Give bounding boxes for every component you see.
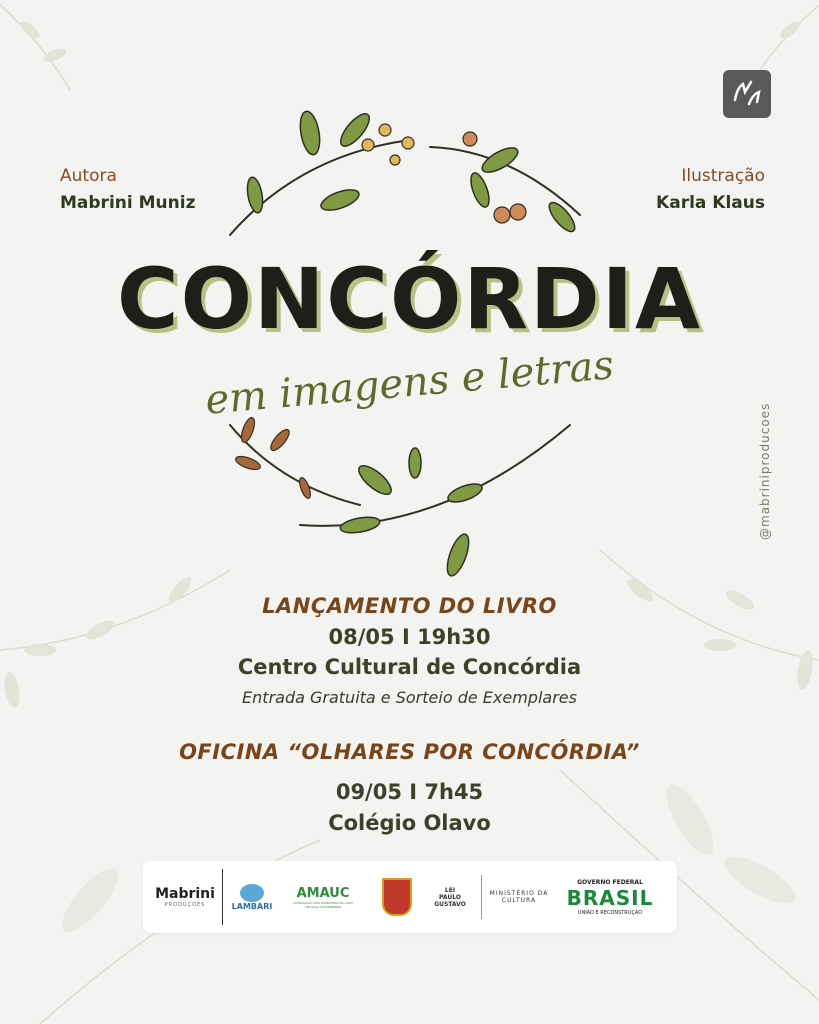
paulo-gustavo-logo: LEI PAULO GUSTAVO (434, 886, 466, 908)
author-label: Autora (60, 166, 117, 186)
governo-federal-logo: GOVERNO FEDERAL BRASIL UNIÃO E RECONSTRUÇÃO (566, 878, 654, 916)
ministerio-cultura-logo: MINISTÉRIO DA CULTURA (489, 890, 549, 904)
launch-heading: LANÇAMENTO DO LIVRO (262, 594, 557, 618)
workshop-venue: Colégio Olavo (328, 811, 491, 835)
workshop-heading: OFICINA “OLHARES POR CONCÓRDIA” (179, 740, 640, 764)
book-subtitle: em imagens e letras (203, 342, 616, 424)
amauc-logo: AMAUC ASSOCIAÇÃO DOS MUNICÍPIOS DO ALTO URUGUAI CATARINENSE (292, 885, 354, 909)
launch-note: Entrada Gratuita e Sorteio de Exemplares (242, 688, 577, 707)
fish-icon (240, 884, 264, 902)
sign-language-icon[interactable] (723, 70, 771, 118)
illustration-label: Ilustração (681, 166, 765, 186)
book-title: CONCÓRDIA (116, 250, 703, 348)
concordia-coat-of-arms-icon (377, 861, 417, 933)
launch-datetime: 08/05 I 19h30 (328, 625, 491, 649)
author-name: Mabrini Muniz (60, 193, 196, 213)
illustrator-name: Karla Klaus (656, 193, 765, 213)
workshop-datetime: 09/05 I 7h45 (335, 780, 484, 804)
lambari-logo: LAMBARI (227, 861, 277, 933)
sponsor-logo-bar (143, 861, 677, 933)
social-handle: @mabriniproducoes (758, 402, 772, 540)
launch-venue: Centro Cultural de Concórdia (237, 655, 582, 679)
mabrini-logo: Mabrini PRODUÇÕES (155, 886, 215, 908)
